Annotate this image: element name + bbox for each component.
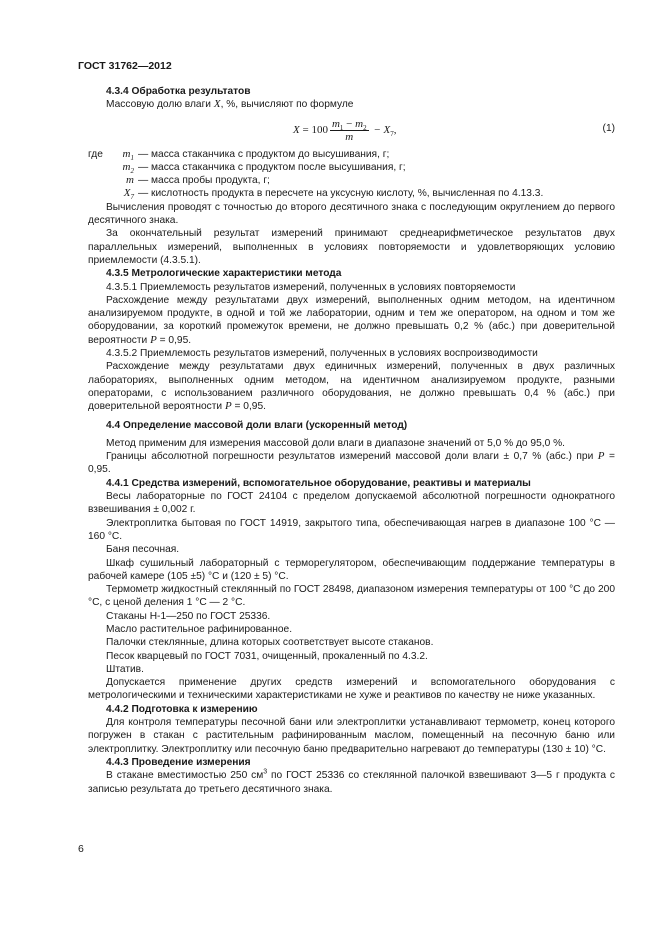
- formula-1: [88, 112, 615, 148]
- paragraph: В стакане вместимостью 250 $см^3$ по ГОСТ 25336 со стеклянной палочкой взвешивают 3—5 г продукта с записью результата до третьего десятичного знака.: [88, 768, 615, 795]
- page-body: [88, 85, 615, 796]
- list-item: Стаканы Н-1—250 по ГОСТ 25336.: [106, 610, 271, 622]
- formula-number: (1): [602, 122, 615, 134]
- paragraph: Расхождение между результатами двух измерений, выполненных одним методом, на идентичном анализируемом продукте, в одной и той же лаборатории, одним и тем же оператором, на одном и том же оборудовании, за короткий промежуток времени, не должно превышать 0,2 % (абс.) при доверительной вероятности P = 0,95.: [88, 294, 615, 346]
- section-heading-4-4-3: 4.4.3 Проведение измерения: [106, 756, 251, 768]
- section-heading-4-4: 4.4 Определение массовой доли влаги (ускоренный метод): [106, 419, 408, 431]
- list-item: Термометр жидкостный стеклянный по ГОСТ 28498, диапазоном измерения температуры от 100 °С до 200 °С, с ценой деления 1 °С — 2 °С.: [88, 584, 615, 609]
- section-heading-4-3-5: 4.3.5 Метрологические характеристики метода: [106, 268, 342, 280]
- list-item: Песок кварцевый по ГОСТ 7031, очищенный, прокаленный по 4.3.2.: [106, 650, 428, 662]
- list-item: Допускается применение других средств измерений и вспомогательного оборудования с метрологическими и техническими характеристиками не хуже и реактивов по качеству не ниже указанных.: [88, 677, 615, 702]
- formula-fraction: $\frac{m_1 - m_2}{m}$: [331, 117, 367, 143]
- section-heading-4-4-1: 4.4.1 Средства измерений, вспомогательное оборудование, реактивы и материалы: [106, 477, 531, 489]
- legend-row: m — масса пробы продукта, г;: [126, 174, 270, 187]
- list-item: Электроплитка бытовая по ГОСТ 14919, закрытого типа, обеспечивающая нагрев в диапазоне 100 °С — 160 °С.: [88, 517, 615, 542]
- list-item: Штатив.: [106, 663, 144, 675]
- formula-intro: Массовую долю влаги X, %, вычисляют по формуле: [106, 98, 354, 111]
- running-header: ГОСТ 31762—2012: [78, 60, 172, 72]
- formula-expression: X = 100 $\frac{m_1 - m_2}{m}$ − $X_7$,: [293, 117, 397, 143]
- list-item: Палочки стеклянные, длина которых соответствует высоте стаканов.: [106, 637, 434, 649]
- list-item: Шкаф сушильный лабораторный с терморегулятором, обеспечивающим поддержание температуры в рабочей камере (105 ±5) °С и (120 ± 5) °С.: [88, 557, 615, 582]
- paragraph: Границы абсолютной погрешности результатов измерений массовой доли влаги ± 0,7 % (абс.) при P = 0,95.: [88, 450, 615, 476]
- section-heading-4-4-2: 4.4.2 Подготовка к измерению: [106, 703, 258, 715]
- page-number: 6: [78, 843, 84, 855]
- paragraph: Расхождение между результатами двух единичных измерений, полученных в двух различных лабораториях, выполненных одним методом, на идентичном анализируемом продукте, разными операторами, с использованием различного оборудования, не должно превышать 0,4 % (абс.) при доверительной вероятности P = 0,95.: [88, 361, 615, 413]
- paragraph: За окончательный результат измерений принимают среднеарифметическое результатов двух параллельных измерений, выполненных в условиях повторяемости и удовлетворяющих условию приемлемости (4.3.5.1).: [88, 228, 615, 266]
- symbol-legend: [88, 148, 615, 201]
- paragraph: Метод применим для измерения массовой доли влаги в диапазоне значений от 5,0 % до 95,0 %.: [106, 437, 565, 449]
- list-item: Баня песочная.: [106, 544, 180, 556]
- subsection-heading-4-3-5-2: 4.3.5.2 Приемлемость результатов измерений, полученных в условиях воспроизводимости: [106, 348, 538, 360]
- section-heading-4-3-4: 4.3.4 Обработка результатов: [106, 86, 251, 97]
- subsection-heading-4-3-5-1: 4.3.5.1 Приемлемость результатов измерений, полученных в условиях повторяемости: [106, 281, 516, 293]
- list-item: Масло растительное рафинированное.: [106, 623, 293, 635]
- legend-row: $X_7$ — кислотность продукта в пересчете на уксусную кислоту, %, вычисленная по 4.13.3.: [123, 187, 544, 202]
- legend-row: где $m_1$ — масса стаканчика с продуктом до высушивания, г;: [88, 147, 390, 162]
- list-item: Весы лабораторные по ГОСТ 24104 с пределом допускаемой абсолютной погрешности однократного взвешивания ± 0,002 г.: [88, 491, 615, 516]
- legend-row: $m_2$ — масса стаканчика с продуктом после высушивания, г;: [122, 160, 406, 176]
- paragraph: Для контроля температуры песочной бани или электроплитки устанавливают термометр, конец которого погружен в стакан с растительным рафинированным маслом, помещенный на песочную баню или электроплитку. Электроплитку или песочную баню предварительно нагревают до температуры (130 ± 10) °С.: [88, 717, 615, 755]
- paragraph: Вычисления проводят с точностью до второго десятичного знака с последующим округлением до первого десятичного знака.: [88, 201, 615, 227]
